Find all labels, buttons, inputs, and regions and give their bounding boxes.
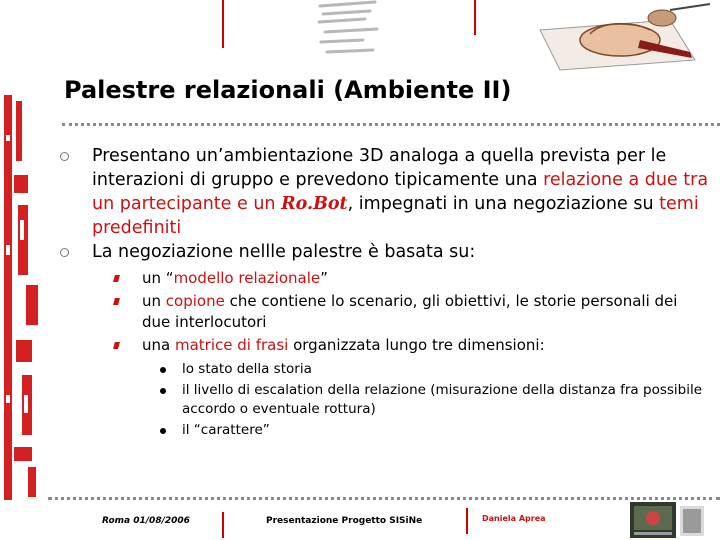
sub-bullet-text: una (142, 336, 175, 354)
sub-bullet-text: che contiene lo scenario, gli obiettivi, le storie personali dei due interlocutori (142, 292, 678, 331)
highlight-text: temi predefiniti (92, 194, 699, 238)
sub-bullet-text: organizzata lungo tre dimensioni: (288, 336, 545, 354)
footer-date: Roma 01/08/2006 (102, 516, 190, 526)
bullet-text: Presentano un’ambientazione 3D analoga a quella prevista per le interazioni di gruppo e prevedono tipicamente una (92, 146, 667, 190)
dot-bullet-icon (160, 367, 166, 373)
film-thumbnail-icon (630, 502, 676, 538)
dot-bullet-icon (160, 428, 166, 434)
footer-divider (48, 497, 720, 500)
footer-separator (222, 512, 224, 538)
dot-bullet-icon (160, 388, 166, 394)
footer-title: Presentazione Progetto SISiNe (266, 516, 423, 526)
sub-sub-bullet-text: il “carattere” (182, 422, 270, 438)
slide-content (60, 144, 710, 440)
side-thumbnail-icon (680, 506, 704, 536)
sub-bullet-item (60, 268, 710, 289)
footer-separator (466, 508, 468, 534)
page-title: Palestre relazionali (Ambiente II) (64, 76, 512, 104)
sub-sub-bullet-item (60, 360, 710, 379)
highlight-text: relazione a due tra un partecipante e un (92, 170, 709, 214)
bullet-item (60, 144, 710, 240)
sub-bullet-text: un “ (142, 269, 174, 287)
circle-bullet-icon (60, 152, 69, 161)
bullet-text: La negoziazione nellle palestre è basata su: (92, 242, 476, 262)
top-divider-line-right (474, 0, 476, 35)
sub-bullet-text: un (142, 292, 166, 310)
highlight-text: matrice di frasi (174, 336, 289, 354)
red-dash-bullet-icon (113, 275, 120, 282)
robot-term: Ro.Bot (281, 194, 348, 214)
title-divider (62, 123, 720, 126)
sub-bullet-item (60, 335, 710, 356)
top-divider-line (222, 0, 224, 48)
brush-stroke-decoration (315, 0, 415, 60)
bullet-text: , impegnati in una negoziazione su (347, 194, 660, 214)
red-dash-bullet-icon (113, 298, 120, 305)
sub-sub-bullet-text: il livello di escalation della relazione (misurazione della distanza fra possibile accordo o eventuale rottura) (182, 382, 703, 417)
highlight-text: modello relazionale (173, 269, 321, 287)
sub-sub-bullet-text: lo stato della storia (182, 361, 312, 377)
hand-writing-clipart-icon (520, 0, 715, 72)
sub-bullet-item (60, 291, 710, 333)
sub-bullet-text: ” (320, 269, 328, 287)
left-red-banner-decoration (2, 95, 42, 500)
red-dash-bullet-icon (113, 342, 120, 349)
sub-sub-bullet-item (60, 381, 710, 419)
bullet-item (60, 240, 710, 264)
footer-author: Daniela Aprea (482, 514, 546, 523)
highlight-text: copione (165, 292, 225, 310)
sub-sub-bullet-item (60, 421, 710, 440)
circle-bullet-icon (60, 248, 69, 257)
